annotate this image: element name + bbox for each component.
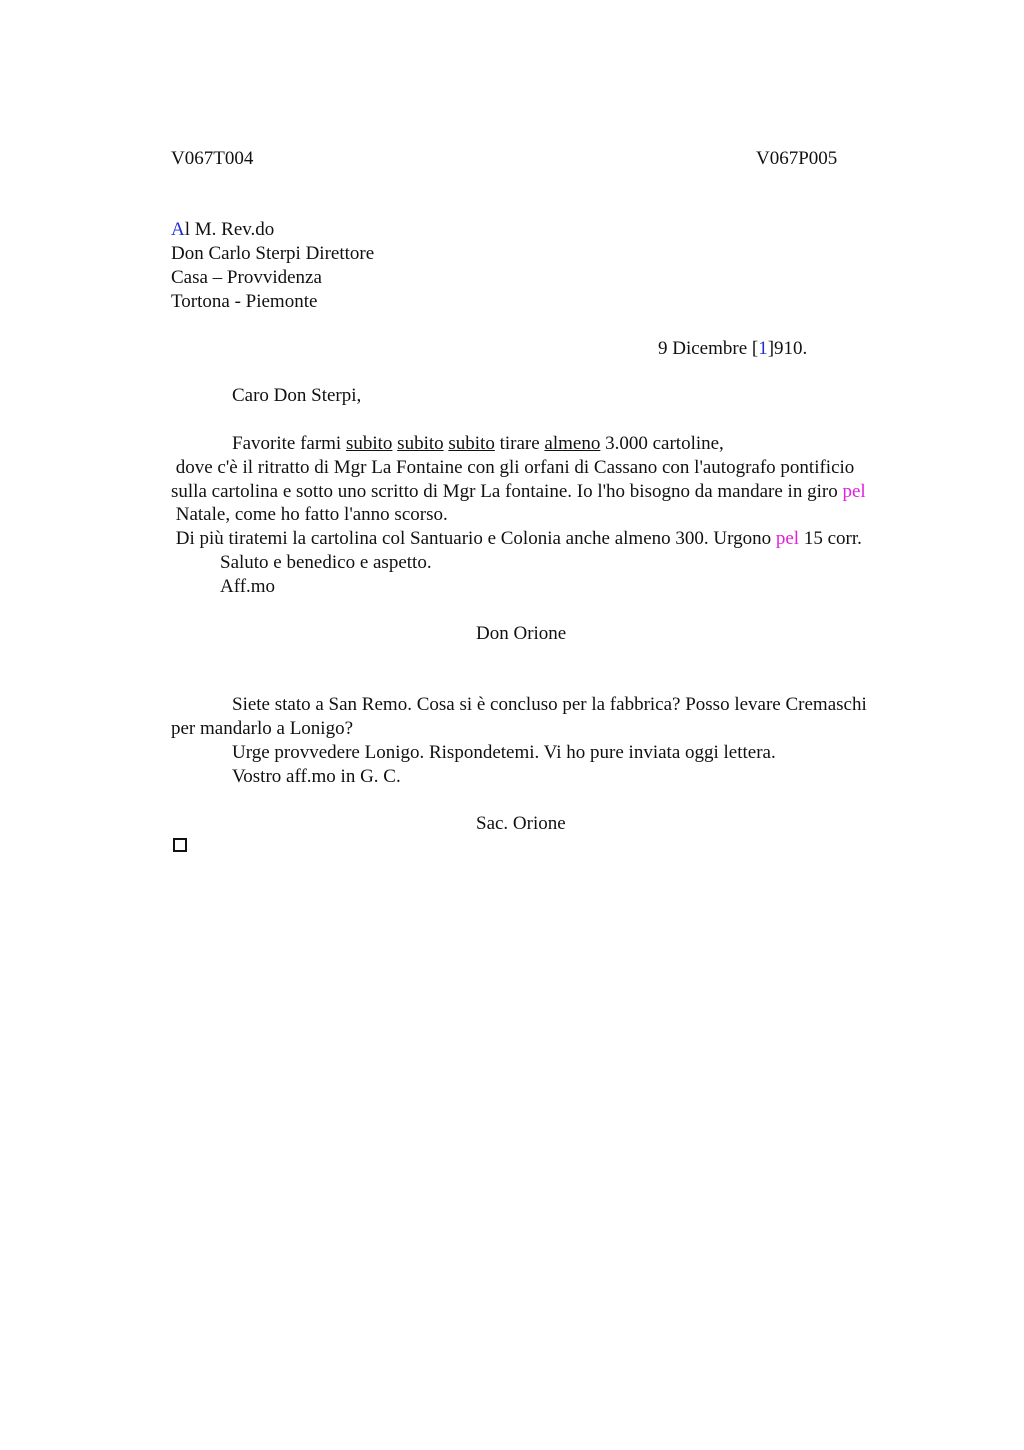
letter2-signature: Sac. Orione [476,813,566,834]
address-line-3: Casa – Provvidenza [171,267,322,288]
letter2-line-2: per mandarlo a Lonigo? [171,718,354,739]
letter-date [658,337,807,361]
highlighted-word: pel [775,528,800,549]
address-line-4: Tortona - Piemonte [171,291,318,312]
underlined-word: subito [448,433,495,454]
address-line-1 [171,218,274,242]
date-suffix: ]910. [767,338,808,359]
address-initial: A [171,219,185,240]
document-code-right: V067P005 [756,148,838,169]
letter1-closing-1: Saluto e benedico e aspetto. [220,552,432,573]
document-code-left: V067T004 [171,148,254,169]
letter1-line-4: Natale, come ho fatto l'anno scorso. [171,504,448,525]
text-segment: tirare [494,433,545,454]
letter1-line-2: dove c'è il ritratto di Mgr La Fontaine con gli orfani di Cassano con l'autografo pontificio [171,457,855,478]
text-segment: Favorite farmi [232,433,346,454]
letter1-line-5 [171,527,862,551]
letter1-line-1 [232,432,724,456]
date-prefix: 9 Dicembre [ [658,338,759,359]
letter1-closing-2: Aff.mo [220,576,276,597]
date-bracket-digit: 1 [758,338,768,359]
letter2-line-1: Siete stato a San Remo. Cosa si è concluso per la fabbrica? Posso levare Cremaschi [232,694,867,715]
empty-box-icon [173,838,187,852]
letter2-line-4: Vostro aff.mo in G. C. [232,766,401,787]
highlighted-word: pel [842,481,866,502]
underlined-word: almeno [544,433,601,454]
letter2-line-3: Urge provvedere Lonigo. Rispondetemi. Vi ho pure inviata oggi lettera. [232,742,776,763]
text-segment: sulla cartolina e sotto uno scritto di Mgr La fontaine. Io l'ho bisogno da mandare in giro [171,481,843,502]
text-segment: 3.000 cartoline, [600,433,724,454]
letter1-signature: Don Orione [476,623,567,644]
salutation: Caro Don Sterpi, [232,385,362,406]
text-segment: Di più tiratemi la cartolina col Santuario e Colonia anche almeno 300. Urgono [171,528,776,549]
underlined-word: subito [345,433,393,454]
text-segment: 15 corr. [799,528,862,549]
address-line-2: Don Carlo Sterpi Direttore [171,243,375,264]
underlined-word: subito [397,433,444,454]
address-line-1-rest: l M. Rev.do [184,219,275,240]
letter1-line-3 [171,480,866,504]
